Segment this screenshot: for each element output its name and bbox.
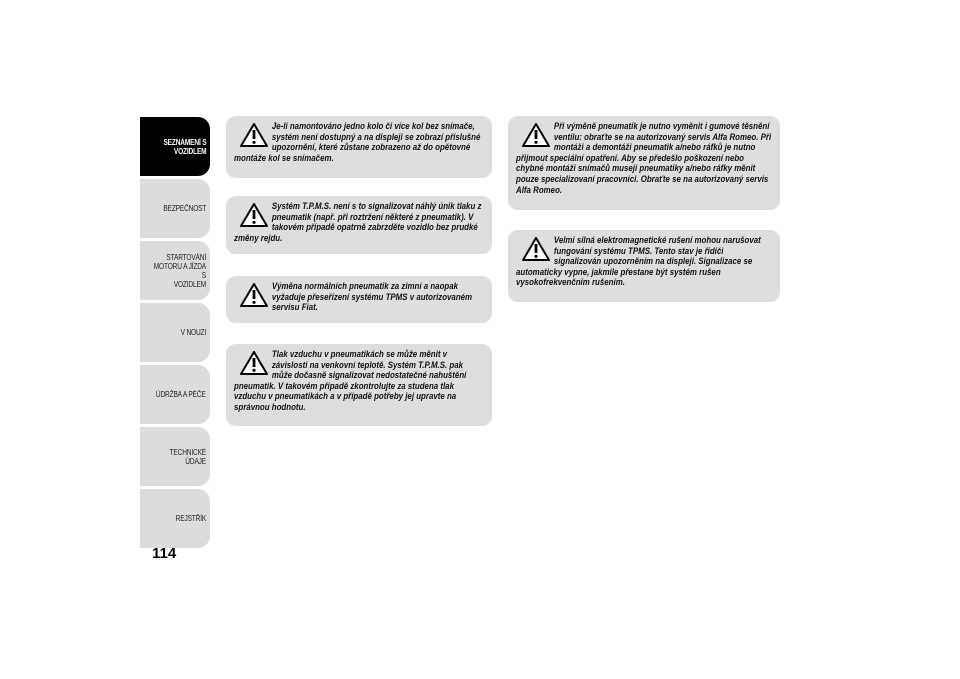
tab-v-nouzi[interactable] — [140, 303, 210, 362]
warning-box — [226, 116, 492, 178]
warning-box — [226, 196, 492, 254]
warning-text-cont: prudké změny rejdu. — [234, 222, 478, 243]
warning-text: Tlak vzduchu v pneumatikách se může měnit v závislosti na venkovní teplotě. Systém T.P.M.S. pak může dočasně signalizovat nedostatečné nahuštění — [271, 349, 467, 381]
warning-text: Je-li namontováno jedno kolo či více kol bez snímače, systém není dostupný a na displeji se zobrazí příslušné upozornění, které zůstane zobrazeno až do opětovné — [271, 121, 481, 153]
warning-box — [508, 230, 780, 302]
tab-technicke-udaje[interactable] — [140, 427, 210, 486]
tab-startovani[interactable] — [140, 241, 210, 300]
warning-text-cont: automaticky vypne, jakmile přestane být systém rušen vysokofrekvenčním rušením. — [516, 266, 721, 288]
warning-box — [508, 116, 780, 210]
tab-label: TECHNICKÉ ÚDAJE — [169, 447, 206, 466]
warning-text: Systém T.P.M.S. není s to signalizovat náhlý únik tlaku z pneumatik (např. při roztržení některé z pneumatik). V takovém případě opatrně zabrzděte vozidlo bez — [271, 201, 482, 233]
tab-label: REJSTŘÍK — [175, 514, 206, 523]
sidebar-tabs — [140, 117, 210, 551]
warning-text: Velmi silná elektromagnetické rušení mohou narušovat fungování systému TPMS. Tento stav je řidiči signalizován upozorněním na displeji. Signalizace se — [553, 235, 761, 267]
warning-box — [226, 276, 492, 323]
tab-label: ÚDRŽBA A PÉČE — [156, 390, 206, 399]
tab-rejstrik[interactable] — [140, 489, 210, 548]
tab-label: SEZNÁMENÍ S VOZIDLEM — [162, 137, 206, 156]
warning-text-cont: montáže kol se snímačem. — [234, 152, 334, 163]
tab-label: STARTOVÁNÍ MOTORU A JÍZDA S VOZIDLEM — [153, 252, 206, 289]
warning-box — [226, 344, 492, 426]
warning-text-cont: ráfků je nutno přijmout speciální opatření. Aby se předešlo poškození nebo chybné montáži snímačů musejí pneumatiky a/nebo ráfky měnit pouze specializovaní pracovníci. Obraťte se na autorizovaný servis Alfa Romeo. — [516, 142, 769, 195]
tab-bezpecnost[interactable] — [140, 179, 210, 238]
warning-text: Výměna normálních pneumatik za zimní a naopak vyžaduje přeseřízení systému TPMS v autorizovaném servisu Fiat. — [271, 281, 473, 313]
tab-seznameni-s-vozidlem[interactable] — [140, 117, 210, 176]
tab-label: BEZPEČNOST — [163, 204, 206, 213]
page-number: 114 — [152, 545, 177, 562]
tab-udrzba-a-pece[interactable] — [140, 365, 210, 424]
warning-text: Při výměně pneumatik je nutno vyměnit i gumové těsnění ventilu: obraťte se na autorizovaný servis Alfa Romeo. Při montáži a demontáži pneumatik a/nebo — [553, 121, 772, 153]
tab-label: V NOUZI — [180, 328, 206, 337]
warning-text-cont: pneumatik. V takovém případě zkontrolujte za studena tlak vzduchu v pneumatikách a v případě potřeby jej upravte na správnou hodnotu. — [234, 380, 457, 412]
